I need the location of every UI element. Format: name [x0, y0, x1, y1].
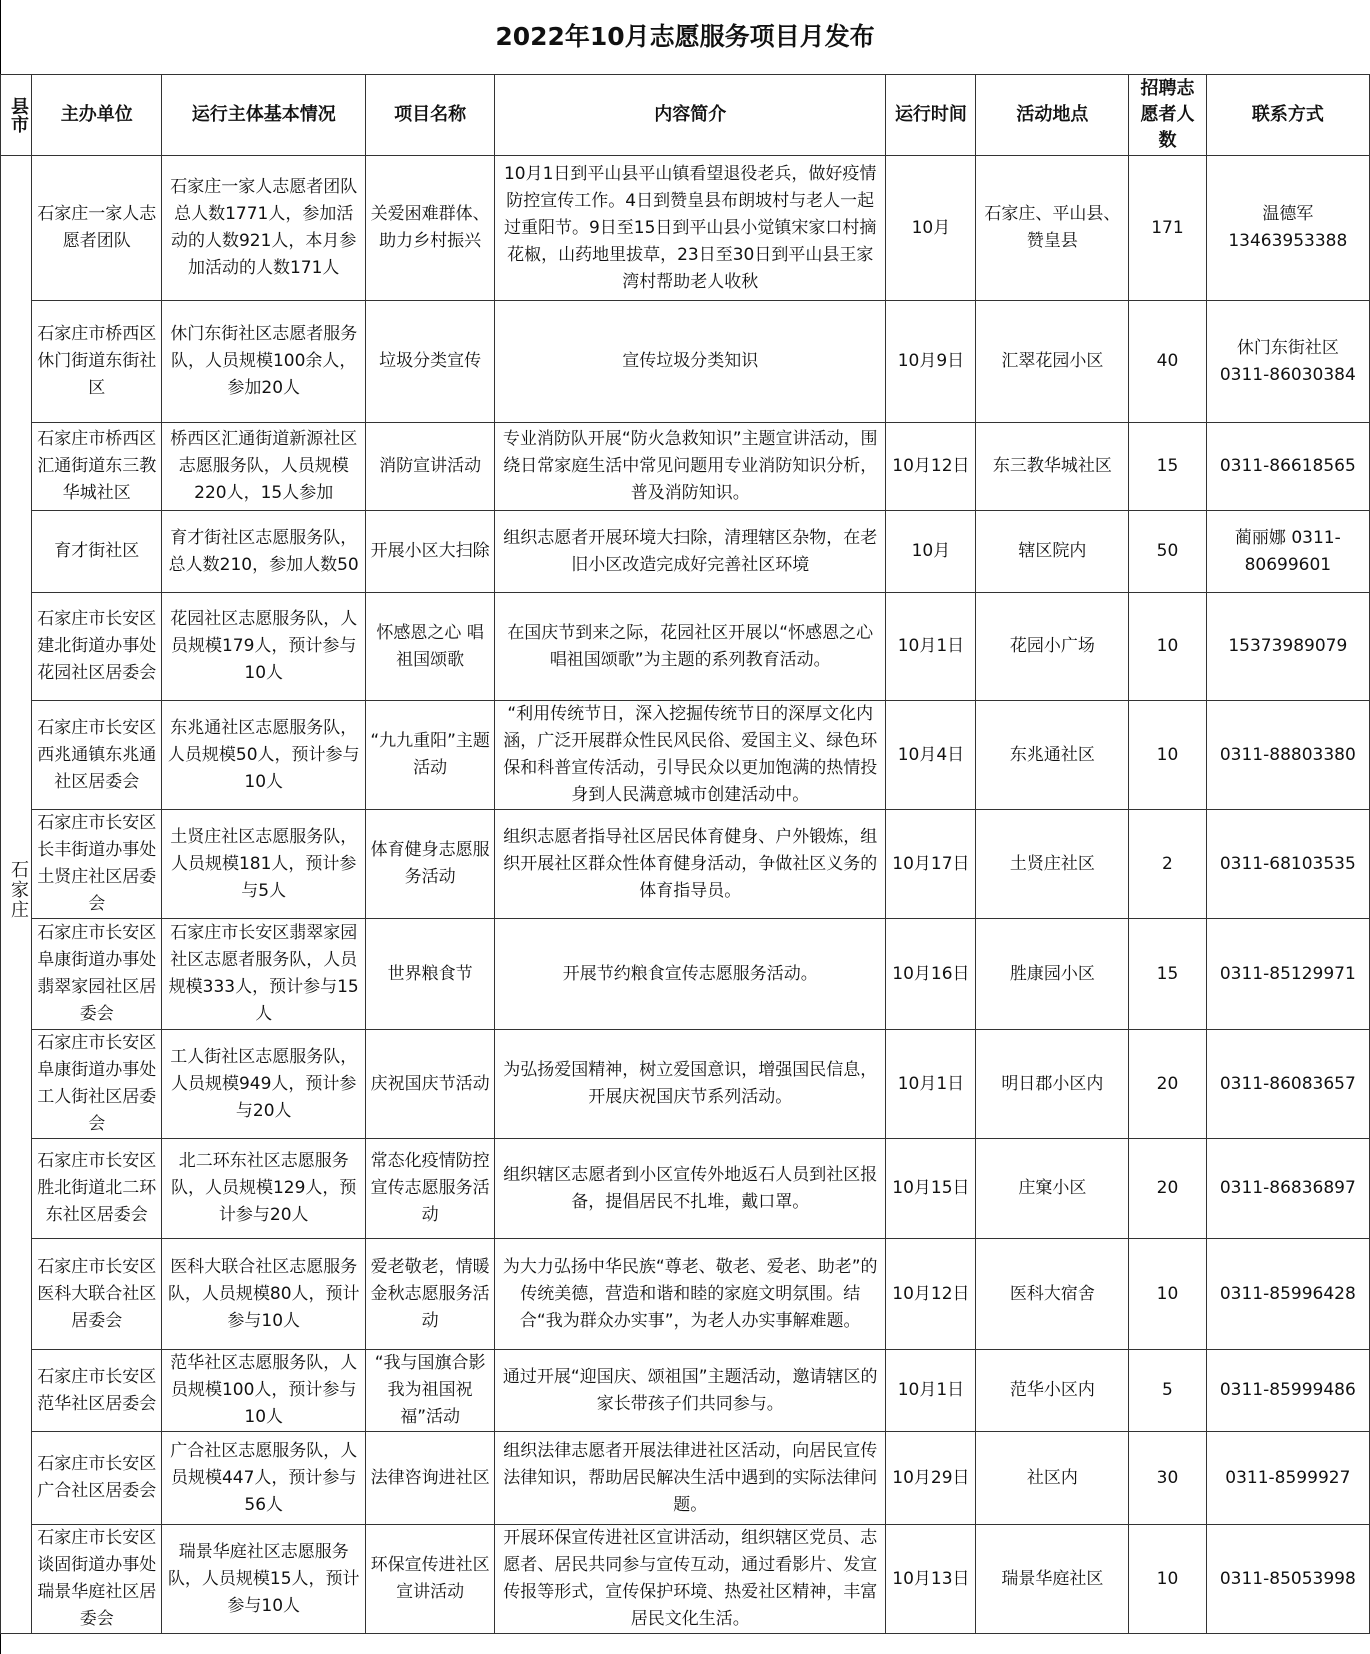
table-row — [1, 810, 1370, 919]
cell-location: 庄窠小区 — [976, 1139, 1129, 1239]
cell-location: 辖区院内 — [976, 511, 1129, 593]
cell-project: 法律咨询进社区 — [366, 1432, 495, 1525]
cell-host: 石家庄市长安区西兆通镇东兆通社区居委会 — [32, 701, 162, 810]
table-row — [1, 511, 1370, 593]
cell-operator: 工人街社区志愿服务队，人员规模949人，预计参与20人 — [162, 1030, 366, 1139]
cell-recruit: 30 — [1129, 1432, 1206, 1525]
cell-recruit: 10 — [1129, 701, 1206, 810]
cell-time: 10月12日 — [886, 1239, 976, 1350]
cell-host: 石家庄市长安区广合社区居委会 — [32, 1432, 162, 1525]
cell-time: 10月9日 — [886, 301, 976, 423]
cell-project: 怀感恩之心 唱祖国颂歌 — [366, 593, 495, 701]
cell-time: 10月29日 — [886, 1432, 976, 1525]
cell-recruit: 5 — [1129, 1350, 1206, 1432]
cell-recruit: 15 — [1129, 919, 1206, 1030]
table-row — [1, 919, 1370, 1030]
cell-location: 花园小广场 — [976, 593, 1129, 701]
cell-contact: 15373989079 — [1206, 593, 1369, 701]
cell-content: 宣传垃圾分类知识 — [495, 301, 886, 423]
cell-project: 关爱困难群体、助力乡村振兴 — [366, 156, 495, 301]
header-content: 内容简介 — [495, 75, 886, 156]
cell-content: 组织法律志愿者开展法律进社区活动，向居民宣传法律知识，帮助居民解决生活中遇到的实际法律问题。 — [495, 1432, 886, 1525]
cell-content: 通过开展“迎国庆、颂祖国”主题活动，邀请辖区的家长带孩子们共同参与。 — [495, 1350, 886, 1432]
cell-host: 石家庄市长安区医科大联合社区居委会 — [32, 1239, 162, 1350]
cell-host: 石家庄市长安区谈固街道办事处瑞景华庭社区居委会 — [32, 1525, 162, 1634]
cell-operator: 桥西区汇通街道新源社区志愿服务队，人员规模220人，15人参加 — [162, 423, 366, 511]
cell-content: 开展节约粮食宣传志愿服务活动。 — [495, 919, 886, 1030]
cell-recruit: 10 — [1129, 1525, 1206, 1634]
cell-project: 爱老敬老，情暖金秋志愿服务活动 — [366, 1239, 495, 1350]
cell-operator: 育才街社区志愿服务队，总人数210，参加人数50 — [162, 511, 366, 593]
cell-time: 10月1日 — [886, 1030, 976, 1139]
cell-operator: 范华社区志愿服务队，人员规模100人，预计参与10人 — [162, 1350, 366, 1432]
cell-host: 石家庄一家人志愿者团队 — [32, 156, 162, 301]
table-row — [1, 423, 1370, 511]
cell-content: 10月1日到平山县平山镇看望退役老兵，做好疫情防控宣传工作。4日到赞皇县布朗坡村与老人一起过重阳节。9日至15日到平山县小觉镇宋家口村摘花椒，山药地里拔草，23日至30日到平山县王家湾村帮助老人收秋 — [495, 156, 886, 301]
cell-time: 10月15日 — [886, 1139, 976, 1239]
table-row — [1, 701, 1370, 810]
cell-content: “利用传统节日，深入挖掘传统节日的深厚文化内涵，广泛开展群众性民风民俗、爱国主义、绿色环保和科普宣传活动，引导民众以更加饱满的热情投身到人民满意城市创建活动中。 — [495, 701, 886, 810]
cell-content: 为弘扬爱国精神，树立爱国意识，增强国民信息，开展庆祝国庆节系列活动。 — [495, 1030, 886, 1139]
cell-contact: 蔺丽娜 0311-80699601 — [1206, 511, 1369, 593]
cell-contact: 0311-86836897 — [1206, 1139, 1369, 1239]
cell-operator: 土贤庄社区志愿服务队，人员规模181人，预计参与5人 — [162, 810, 366, 919]
cell-project: 环保宣传进社区宣讲活动 — [366, 1525, 495, 1634]
cell-host: 石家庄市桥西区 休门街道东街社区 — [32, 301, 162, 423]
cell-host: 育才街社区 — [32, 511, 162, 593]
county-cell — [1, 156, 32, 1634]
cell-host: 石家庄市长安区建北街道办事处花园社区居委会 — [32, 593, 162, 701]
header-row — [1, 75, 1370, 156]
cell-contact: 0311-8599927 — [1206, 1432, 1369, 1525]
cell-contact: 0311-85053998 — [1206, 1525, 1369, 1634]
header-host: 主办单位 — [32, 75, 162, 156]
cell-location: 瑞景华庭社区 — [976, 1525, 1129, 1634]
cell-time: 10月16日 — [886, 919, 976, 1030]
cell-contact: 0311-85996428 — [1206, 1239, 1369, 1350]
table-row — [1, 156, 1370, 301]
cell-recruit: 50 — [1129, 511, 1206, 593]
cell-operator: 广合社区志愿服务队，人员规模447人，预计参与56人 — [162, 1432, 366, 1525]
cell-recruit: 171 — [1129, 156, 1206, 301]
cell-content: 开展环保宣传进社区宣讲活动，组织辖区党员、志愿者、居民共同参与宣传互动，通过看影片、发宣传报等形式，宣传保护环境、热爱社区精神，丰富居民文化生活。 — [495, 1525, 886, 1634]
cell-location: 东兆通社区 — [976, 701, 1129, 810]
cell-time: 10月 — [886, 156, 976, 301]
header-location: 活动地点 — [976, 75, 1129, 156]
cell-project: “九九重阳”主题活动 — [366, 701, 495, 810]
cell-operator: 石家庄一家人志愿者团队总人数1771人，参加活动的人数921人，本月参加活动的人数171人 — [162, 156, 366, 301]
cell-recruit: 10 — [1129, 1239, 1206, 1350]
cell-time: 10月4日 — [886, 701, 976, 810]
cell-contact: 0311-86618565 — [1206, 423, 1369, 511]
table-row — [1, 1139, 1370, 1239]
cell-content: 组织志愿者指导社区居民体育健身、户外锻炼，组织开展社区群众性体育健身活动，争做社区义务的体育指导员。 — [495, 810, 886, 919]
cell-host: 石家庄市长安区阜康街道办事处工人街社区居委会 — [32, 1030, 162, 1139]
header-project: 项目名称 — [366, 75, 495, 156]
cell-location: 土贤庄社区 — [976, 810, 1129, 919]
cell-time: 10月17日 — [886, 810, 976, 919]
cell-location: 范华小区内 — [976, 1350, 1129, 1432]
cell-recruit: 10 — [1129, 593, 1206, 701]
cell-host: 石家庄市长安区阜康街道办事处翡翠家园社区居委会 — [32, 919, 162, 1030]
cell-operator: 休门东街社区志愿者服务队，人员规模100余人，参加20人 — [162, 301, 366, 423]
cell-location: 医科大宿舍 — [976, 1239, 1129, 1350]
cell-contact: 休门东街社区 0311-86030384 — [1206, 301, 1369, 423]
cell-time: 10月1日 — [886, 593, 976, 701]
cell-location: 胜康园小区 — [976, 919, 1129, 1030]
table-row — [1, 1432, 1370, 1525]
page-title: 2022年10月志愿服务项目月发布 — [0, 0, 1370, 75]
cell-recruit: 40 — [1129, 301, 1206, 423]
cell-project: 庆祝国庆节活动 — [366, 1030, 495, 1139]
cell-location: 汇翠花园小区 — [976, 301, 1129, 423]
cell-project: 垃圾分类宣传 — [366, 301, 495, 423]
cell-project: 常态化疫情防控宣传志愿服务活动 — [366, 1139, 495, 1239]
cell-host: 石家庄市长安区范华社区居委会 — [32, 1350, 162, 1432]
cell-location: 石家庄、平山县、赞皇县 — [976, 156, 1129, 301]
cell-location: 明日郡小区内 — [976, 1030, 1129, 1139]
cell-recruit: 20 — [1129, 1030, 1206, 1139]
cell-operator: 北二环东社区志愿服务队，人员规模129人，预计参与20人 — [162, 1139, 366, 1239]
cell-content: 组织辖区志愿者到小区宣传外地返石人员到社区报备，提倡居民不扎堆，戴口罩。 — [495, 1139, 886, 1239]
cell-operator: 瑞景华庭社区志愿服务队，人员规模15人，预计参与10人 — [162, 1525, 366, 1634]
cell-host: 石家庄市长安区胜北街道北二环东社区居委会 — [32, 1139, 162, 1239]
cell-host: 石家庄市桥西区汇通街道东三教华城社区 — [32, 423, 162, 511]
cell-project: “我与国旗合影 我为祖国祝福”活动 — [366, 1350, 495, 1432]
table-row — [1, 1350, 1370, 1432]
header-county: 县市 — [1, 75, 32, 156]
cell-project: 体育健身志愿服务活动 — [366, 810, 495, 919]
cell-host: 石家庄市长安区长丰街道办事处土贤庄社区居委会 — [32, 810, 162, 919]
cell-project: 消防宣讲活动 — [366, 423, 495, 511]
cell-contact: 0311-85999486 — [1206, 1350, 1369, 1432]
table-row — [1, 1239, 1370, 1350]
cell-project: 开展小区大扫除 — [366, 511, 495, 593]
header-operator: 运行主体基本情况 — [162, 75, 366, 156]
cell-time: 10月12日 — [886, 423, 976, 511]
cell-operator: 石家庄市长安区翡翠家园社区志愿者服务队，人员规模333人，预计参与15人 — [162, 919, 366, 1030]
cell-content: 为大力弘扬中华民族“尊老、敬老、爱老、助老”的传统美德，营造和谐和睦的家庭文明氛围。结合“我为群众办实事”，为老人办实事解难题。 — [495, 1239, 886, 1350]
cell-recruit: 20 — [1129, 1139, 1206, 1239]
cell-content: 在国庆节到来之际，花园社区开展以“怀感恩之心 唱祖国颂歌”为主题的系列教育活动。 — [495, 593, 886, 701]
header-contact: 联系方式 — [1206, 75, 1369, 156]
table-row — [1, 301, 1370, 423]
cell-location: 东三教华城社区 — [976, 423, 1129, 511]
cell-recruit: 2 — [1129, 810, 1206, 919]
cell-contact: 温德军 13463953388 — [1206, 156, 1369, 301]
table-row — [1, 593, 1370, 701]
cell-contact: 0311-88803380 — [1206, 701, 1369, 810]
cell-time: 10月1日 — [886, 1350, 976, 1432]
cell-content: 专业消防队开展“防火急救知识”主题宣讲活动，围绕日常家庭生活中常见问题用专业消防知识分析，普及消防知识。 — [495, 423, 886, 511]
cell-project: 世界粮食节 — [366, 919, 495, 1030]
cell-location: 社区内 — [976, 1432, 1129, 1525]
cell-operator: 花园社区志愿服务队，人员规模179人，预计参与10人 — [162, 593, 366, 701]
table-row — [1, 1030, 1370, 1139]
volunteer-project-table — [0, 74, 1370, 1634]
cell-time: 10月 — [886, 511, 976, 593]
header-recruit: 招聘志愿者人数 — [1129, 75, 1206, 156]
cell-content: 组织志愿者开展环境大扫除，清理辖区杂物，在老旧小区改造完成好完善社区环境 — [495, 511, 886, 593]
cell-operator: 东兆通社区志愿服务队，人员规模50人，预计参与10人 — [162, 701, 366, 810]
cell-time: 10月13日 — [886, 1525, 976, 1634]
table-row — [1, 1525, 1370, 1634]
cell-operator: 医科大联合社区志愿服务队，人员规模80人，预计参与10人 — [162, 1239, 366, 1350]
cell-contact: 0311-86083657 — [1206, 1030, 1369, 1139]
county-label: 石家庄 — [8, 860, 29, 920]
cell-contact: 0311-68103535 — [1206, 810, 1369, 919]
cell-contact: 0311-85129971 — [1206, 919, 1369, 1030]
cell-recruit: 15 — [1129, 423, 1206, 511]
header-time: 运行时间 — [886, 75, 976, 156]
